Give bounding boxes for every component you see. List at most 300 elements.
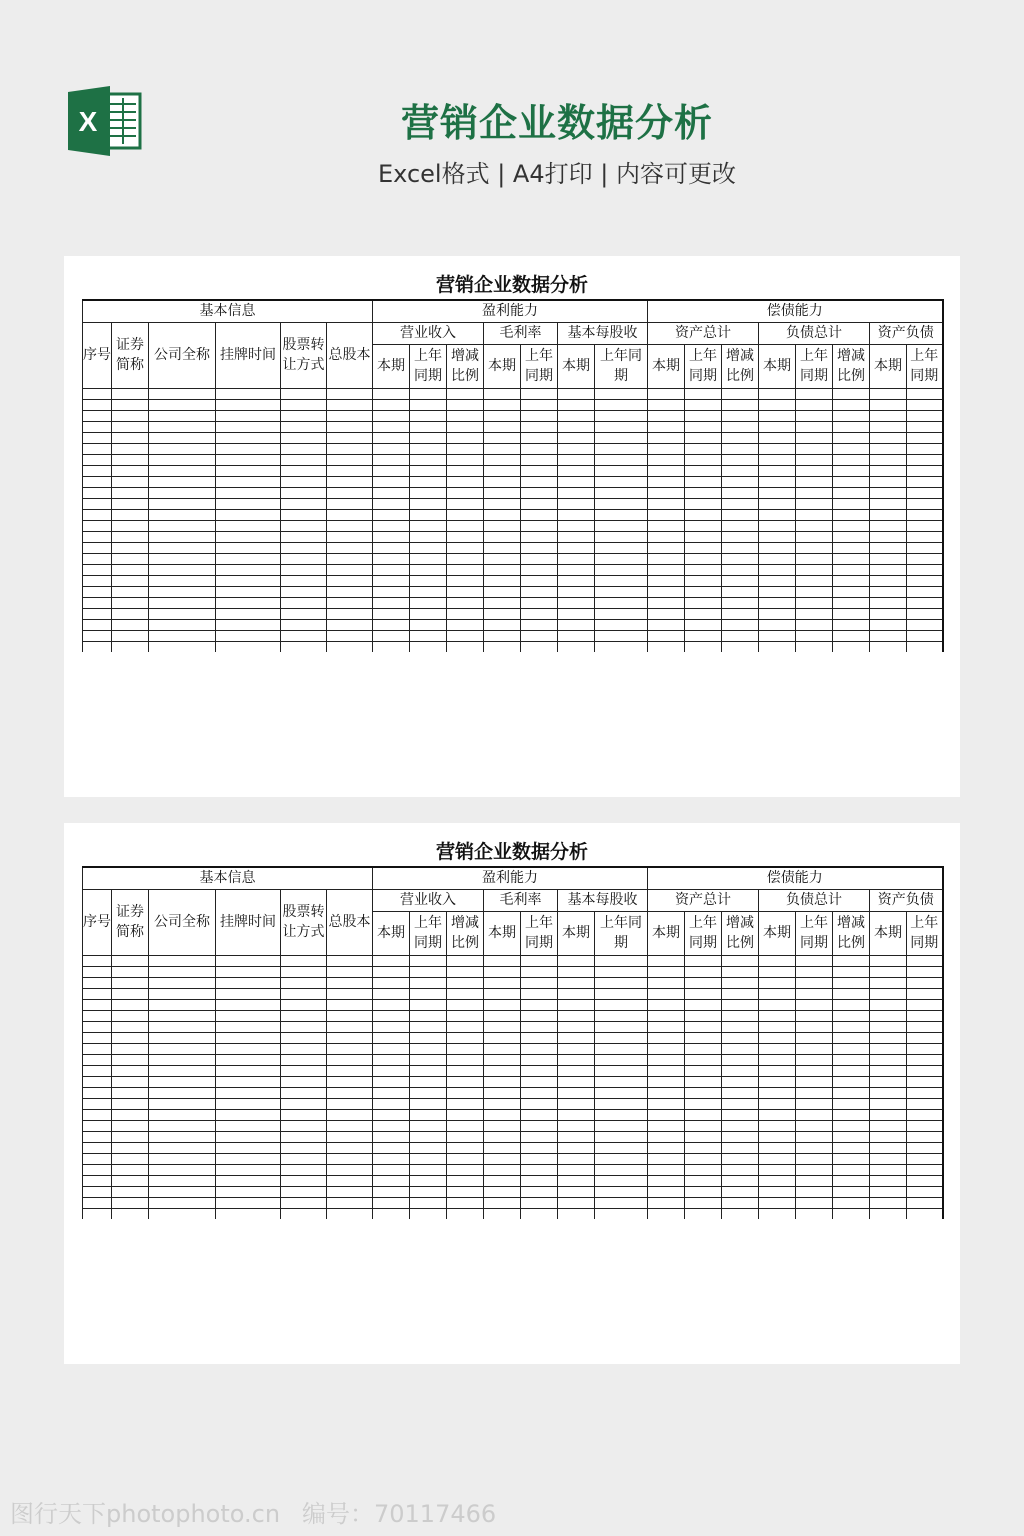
table-cell[interactable] (521, 410, 558, 421)
table-cell[interactable] (327, 1054, 373, 1065)
table-cell[interactable] (373, 1032, 410, 1043)
table-cell[interactable] (484, 597, 521, 608)
table-cell[interactable] (558, 432, 595, 443)
table-cell[interactable] (373, 1197, 410, 1208)
table-cell[interactable] (722, 520, 759, 531)
table-cell[interactable] (759, 388, 796, 399)
table-cell[interactable] (833, 1197, 870, 1208)
table-cell[interactable] (648, 1131, 685, 1142)
table-cell[interactable] (759, 641, 796, 652)
table-cell[interactable] (648, 454, 685, 465)
table-cell[interactable] (410, 465, 447, 476)
table-cell[interactable] (595, 608, 648, 619)
table-cell[interactable] (83, 1164, 112, 1175)
table-cell[interactable] (83, 1098, 112, 1109)
table-cell[interactable] (216, 586, 281, 597)
table-cell[interactable] (410, 1010, 447, 1021)
table-cell[interactable] (112, 630, 149, 641)
table-cell[interactable] (796, 988, 833, 999)
table-cell[interactable] (216, 988, 281, 999)
table-cell[interactable] (484, 977, 521, 988)
table-cell[interactable] (907, 1164, 943, 1175)
table-cell[interactable] (796, 388, 833, 399)
table-cell[interactable] (281, 520, 327, 531)
table-cell[interactable] (447, 1120, 484, 1131)
table-cell[interactable] (796, 641, 833, 652)
table-cell[interactable] (796, 619, 833, 630)
table-cell[interactable] (648, 977, 685, 988)
table-cell[interactable] (373, 443, 410, 454)
table-cell[interactable] (759, 1175, 796, 1186)
table-cell[interactable] (595, 641, 648, 652)
table-cell[interactable] (281, 1010, 327, 1021)
table-cell[interactable] (327, 1120, 373, 1131)
table-cell[interactable] (870, 388, 907, 399)
table-cell[interactable] (558, 421, 595, 432)
table-cell[interactable] (327, 1197, 373, 1208)
table-cell[interactable] (373, 641, 410, 652)
table-cell[interactable] (521, 564, 558, 575)
table-cell[interactable] (833, 1109, 870, 1120)
table-cell[interactable] (833, 966, 870, 977)
table-cell[interactable] (484, 1076, 521, 1087)
table-cell[interactable] (648, 955, 685, 966)
table-cell[interactable] (149, 641, 216, 652)
table-cell[interactable] (521, 1021, 558, 1032)
table-cell[interactable] (83, 487, 112, 498)
table-cell[interactable] (685, 421, 722, 432)
table-cell[interactable] (484, 487, 521, 498)
table-cell[interactable] (833, 1087, 870, 1098)
table-cell[interactable] (521, 1054, 558, 1065)
table-cell[interactable] (327, 454, 373, 465)
table-cell[interactable] (447, 564, 484, 575)
table-cell[interactable] (870, 520, 907, 531)
table-cell[interactable] (870, 1164, 907, 1175)
table-cell[interactable] (373, 1021, 410, 1032)
table-cell[interactable] (759, 476, 796, 487)
table-cell[interactable] (281, 542, 327, 553)
table-cell[interactable] (484, 421, 521, 432)
table-cell[interactable] (722, 432, 759, 443)
table-cell[interactable] (281, 575, 327, 586)
table-cell[interactable] (373, 1186, 410, 1197)
table-cell[interactable] (685, 1032, 722, 1043)
table-cell[interactable] (149, 498, 216, 509)
table-cell[interactable] (112, 586, 149, 597)
table-cell[interactable] (595, 531, 648, 542)
table-cell[interactable] (447, 608, 484, 619)
table-cell[interactable] (373, 454, 410, 465)
table-cell[interactable] (833, 1054, 870, 1065)
table-cell[interactable] (759, 1032, 796, 1043)
table-cell[interactable] (410, 597, 447, 608)
table-cell[interactable] (112, 641, 149, 652)
table-cell[interactable] (484, 1120, 521, 1131)
table-cell[interactable] (373, 586, 410, 597)
table-cell[interactable] (796, 465, 833, 476)
table-cell[interactable] (447, 1043, 484, 1054)
table-cell[interactable] (796, 1208, 833, 1219)
table-cell[interactable] (907, 1087, 943, 1098)
table-cell[interactable] (796, 487, 833, 498)
table-cell[interactable] (595, 1076, 648, 1087)
table-cell[interactable] (447, 1087, 484, 1098)
table-cell[interactable] (410, 388, 447, 399)
table-cell[interactable] (216, 999, 281, 1010)
table-cell[interactable] (149, 1076, 216, 1087)
table-cell[interactable] (149, 999, 216, 1010)
table-cell[interactable] (722, 988, 759, 999)
table-cell[interactable] (521, 498, 558, 509)
table-cell[interactable] (112, 1032, 149, 1043)
table-cell[interactable] (722, 575, 759, 586)
table-cell[interactable] (83, 1010, 112, 1021)
table-cell[interactable] (149, 542, 216, 553)
table-cell[interactable] (648, 465, 685, 476)
table-cell[interactable] (149, 1054, 216, 1065)
table-cell[interactable] (870, 1120, 907, 1131)
table-cell[interactable] (870, 1054, 907, 1065)
table-cell[interactable] (149, 1109, 216, 1120)
table-cell[interactable] (595, 630, 648, 641)
table-cell[interactable] (648, 487, 685, 498)
table-cell[interactable] (281, 1021, 327, 1032)
table-cell[interactable] (558, 586, 595, 597)
table-cell[interactable] (870, 1098, 907, 1109)
table-cell[interactable] (327, 399, 373, 410)
table-cell[interactable] (907, 388, 943, 399)
table-cell[interactable] (149, 1142, 216, 1153)
table-cell[interactable] (447, 443, 484, 454)
table-cell[interactable] (907, 531, 943, 542)
table-cell[interactable] (833, 1175, 870, 1186)
table-cell[interactable] (722, 399, 759, 410)
table-cell[interactable] (870, 966, 907, 977)
table-cell[interactable] (373, 520, 410, 531)
table-cell[interactable] (833, 465, 870, 476)
table-cell[interactable] (447, 1142, 484, 1153)
table-cell[interactable] (410, 608, 447, 619)
table-cell[interactable] (484, 1197, 521, 1208)
table-cell[interactable] (558, 1175, 595, 1186)
table-cell[interactable] (558, 564, 595, 575)
table-cell[interactable] (685, 955, 722, 966)
table-cell[interactable] (327, 575, 373, 586)
table-cell[interactable] (907, 1076, 943, 1087)
table-cell[interactable] (759, 1065, 796, 1076)
table-cell[interactable] (907, 1054, 943, 1065)
table-cell[interactable] (759, 586, 796, 597)
table-cell[interactable] (281, 1065, 327, 1076)
table-cell[interactable] (648, 388, 685, 399)
table-cell[interactable] (907, 1043, 943, 1054)
table-cell[interactable] (722, 1208, 759, 1219)
table-cell[interactable] (149, 586, 216, 597)
table-cell[interactable] (281, 1109, 327, 1120)
table-cell[interactable] (83, 586, 112, 597)
table-cell[interactable] (759, 1164, 796, 1175)
table-cell[interactable] (112, 509, 149, 520)
table-cell[interactable] (558, 520, 595, 531)
table-cell[interactable] (327, 1131, 373, 1142)
table-cell[interactable] (870, 443, 907, 454)
table-cell[interactable] (796, 1010, 833, 1021)
table-cell[interactable] (558, 1054, 595, 1065)
table-cell[interactable] (595, 432, 648, 443)
table-cell[interactable] (833, 531, 870, 542)
table-cell[interactable] (484, 443, 521, 454)
table-cell[interactable] (759, 630, 796, 641)
table-cell[interactable] (833, 432, 870, 443)
table-cell[interactable] (595, 509, 648, 520)
table-cell[interactable] (447, 388, 484, 399)
table-cell[interactable] (722, 597, 759, 608)
table-cell[interactable] (484, 509, 521, 520)
table-cell[interactable] (373, 608, 410, 619)
table-cell[interactable] (83, 999, 112, 1010)
table-cell[interactable] (373, 421, 410, 432)
table-cell[interactable] (722, 641, 759, 652)
table-cell[interactable] (907, 487, 943, 498)
table-cell[interactable] (112, 1175, 149, 1186)
table-cell[interactable] (484, 1164, 521, 1175)
table-cell[interactable] (521, 1087, 558, 1098)
table-cell[interactable] (648, 564, 685, 575)
table-cell[interactable] (327, 1175, 373, 1186)
table-cell[interactable] (685, 1021, 722, 1032)
table-cell[interactable] (907, 619, 943, 630)
table-cell[interactable] (373, 487, 410, 498)
table-cell[interactable] (216, 608, 281, 619)
table-cell[interactable] (685, 608, 722, 619)
table-cell[interactable] (558, 630, 595, 641)
table-cell[interactable] (83, 1109, 112, 1120)
table-cell[interactable] (216, 1131, 281, 1142)
table-cell[interactable] (112, 454, 149, 465)
table-cell[interactable] (648, 531, 685, 542)
table-cell[interactable] (216, 1186, 281, 1197)
table-cell[interactable] (796, 553, 833, 564)
table-cell[interactable] (447, 575, 484, 586)
table-cell[interactable] (833, 1153, 870, 1164)
table-cell[interactable] (447, 520, 484, 531)
table-cell[interactable] (149, 1043, 216, 1054)
table-cell[interactable] (410, 966, 447, 977)
table-cell[interactable] (521, 553, 558, 564)
table-cell[interactable] (410, 432, 447, 443)
table-cell[interactable] (833, 542, 870, 553)
table-cell[interactable] (327, 977, 373, 988)
table-cell[interactable] (833, 586, 870, 597)
table-cell[interactable] (558, 1131, 595, 1142)
table-cell[interactable] (216, 1054, 281, 1065)
table-cell[interactable] (833, 575, 870, 586)
table-cell[interactable] (685, 1164, 722, 1175)
table-cell[interactable] (410, 977, 447, 988)
table-cell[interactable] (484, 999, 521, 1010)
table-cell[interactable] (112, 1142, 149, 1153)
table-cell[interactable] (722, 1065, 759, 1076)
table-cell[interactable] (216, 1065, 281, 1076)
table-cell[interactable] (410, 1076, 447, 1087)
table-cell[interactable] (722, 586, 759, 597)
table-cell[interactable] (870, 630, 907, 641)
table-cell[interactable] (833, 608, 870, 619)
table-cell[interactable] (112, 1120, 149, 1131)
table-cell[interactable] (870, 608, 907, 619)
table-cell[interactable] (685, 432, 722, 443)
table-cell[interactable] (833, 553, 870, 564)
table-cell[interactable] (595, 1032, 648, 1043)
table-cell[interactable] (759, 542, 796, 553)
table-cell[interactable] (796, 509, 833, 520)
table-cell[interactable] (833, 388, 870, 399)
table-cell[interactable] (484, 1098, 521, 1109)
table-cell[interactable] (410, 955, 447, 966)
table-cell[interactable] (327, 1065, 373, 1076)
table-cell[interactable] (907, 966, 943, 977)
table-cell[interactable] (112, 597, 149, 608)
table-cell[interactable] (648, 1076, 685, 1087)
table-cell[interactable] (833, 1098, 870, 1109)
table-cell[interactable] (648, 1186, 685, 1197)
table-cell[interactable] (521, 1120, 558, 1131)
table-cell[interactable] (685, 509, 722, 520)
table-cell[interactable] (281, 1186, 327, 1197)
table-cell[interactable] (685, 1010, 722, 1021)
table-cell[interactable] (907, 564, 943, 575)
table-cell[interactable] (595, 586, 648, 597)
table-cell[interactable] (870, 955, 907, 966)
table-cell[interactable] (907, 498, 943, 509)
table-cell[interactable] (796, 564, 833, 575)
table-cell[interactable] (521, 388, 558, 399)
table-cell[interactable] (907, 421, 943, 432)
table-cell[interactable] (722, 955, 759, 966)
table-cell[interactable] (216, 487, 281, 498)
table-cell[interactable] (907, 432, 943, 443)
table-cell[interactable] (373, 597, 410, 608)
table-cell[interactable] (410, 999, 447, 1010)
table-cell[interactable] (685, 630, 722, 641)
table-cell[interactable] (112, 1087, 149, 1098)
table-cell[interactable] (685, 1065, 722, 1076)
table-cell[interactable] (796, 1109, 833, 1120)
table-cell[interactable] (447, 509, 484, 520)
table-cell[interactable] (759, 1010, 796, 1021)
table-cell[interactable] (870, 1197, 907, 1208)
table-cell[interactable] (870, 1076, 907, 1087)
table-cell[interactable] (281, 509, 327, 520)
table-cell[interactable] (112, 1054, 149, 1065)
table-cell[interactable] (796, 432, 833, 443)
table-cell[interactable] (373, 1065, 410, 1076)
table-cell[interactable] (870, 1153, 907, 1164)
table-cell[interactable] (521, 1109, 558, 1120)
table-cell[interactable] (759, 1098, 796, 1109)
table-cell[interactable] (327, 1109, 373, 1120)
table-cell[interactable] (648, 1032, 685, 1043)
table-cell[interactable] (558, 999, 595, 1010)
table-cell[interactable] (722, 630, 759, 641)
table-cell[interactable] (521, 641, 558, 652)
table-cell[interactable] (722, 1054, 759, 1065)
table-cell[interactable] (796, 531, 833, 542)
table-cell[interactable] (521, 1043, 558, 1054)
table-cell[interactable] (907, 1142, 943, 1153)
table-cell[interactable] (447, 999, 484, 1010)
table-cell[interactable] (410, 586, 447, 597)
table-cell[interactable] (722, 1153, 759, 1164)
table-cell[interactable] (327, 1021, 373, 1032)
table-cell[interactable] (373, 476, 410, 487)
table-cell[interactable] (870, 1021, 907, 1032)
table-cell[interactable] (373, 542, 410, 553)
table-cell[interactable] (149, 1098, 216, 1109)
table-cell[interactable] (281, 1164, 327, 1175)
table-cell[interactable] (484, 399, 521, 410)
table-cell[interactable] (281, 1043, 327, 1054)
table-cell[interactable] (447, 432, 484, 443)
table-cell[interactable] (83, 564, 112, 575)
table-cell[interactable] (484, 575, 521, 586)
table-cell[interactable] (83, 421, 112, 432)
table-cell[interactable] (149, 597, 216, 608)
table-cell[interactable] (796, 1153, 833, 1164)
table-cell[interactable] (410, 1164, 447, 1175)
table-cell[interactable] (558, 1109, 595, 1120)
table-cell[interactable] (685, 443, 722, 454)
table-cell[interactable] (722, 1010, 759, 1021)
table-cell[interactable] (759, 520, 796, 531)
table-cell[interactable] (907, 575, 943, 586)
table-cell[interactable] (373, 498, 410, 509)
table-cell[interactable] (484, 432, 521, 443)
table-cell[interactable] (281, 608, 327, 619)
table-cell[interactable] (558, 553, 595, 564)
table-cell[interactable] (447, 476, 484, 487)
table-cell[interactable] (447, 977, 484, 988)
table-cell[interactable] (648, 399, 685, 410)
table-cell[interactable] (484, 454, 521, 465)
table-cell[interactable] (907, 542, 943, 553)
table-cell[interactable] (796, 597, 833, 608)
table-cell[interactable] (149, 509, 216, 520)
table-cell[interactable] (216, 520, 281, 531)
table-cell[interactable] (595, 1153, 648, 1164)
table-cell[interactable] (484, 641, 521, 652)
table-cell[interactable] (149, 977, 216, 988)
table-cell[interactable] (410, 1065, 447, 1076)
table-cell[interactable] (558, 619, 595, 630)
table-cell[interactable] (870, 977, 907, 988)
table-cell[interactable] (112, 476, 149, 487)
table-cell[interactable] (595, 410, 648, 421)
table-cell[interactable] (112, 410, 149, 421)
table-cell[interactable] (447, 1032, 484, 1043)
table-cell[interactable] (521, 520, 558, 531)
table-cell[interactable] (685, 1109, 722, 1120)
table-cell[interactable] (648, 575, 685, 586)
table-cell[interactable] (484, 619, 521, 630)
table-cell[interactable] (216, 553, 281, 564)
table-cell[interactable] (327, 1043, 373, 1054)
table-cell[interactable] (907, 1032, 943, 1043)
table-cell[interactable] (648, 1197, 685, 1208)
table-cell[interactable] (281, 487, 327, 498)
table-cell[interactable] (149, 476, 216, 487)
